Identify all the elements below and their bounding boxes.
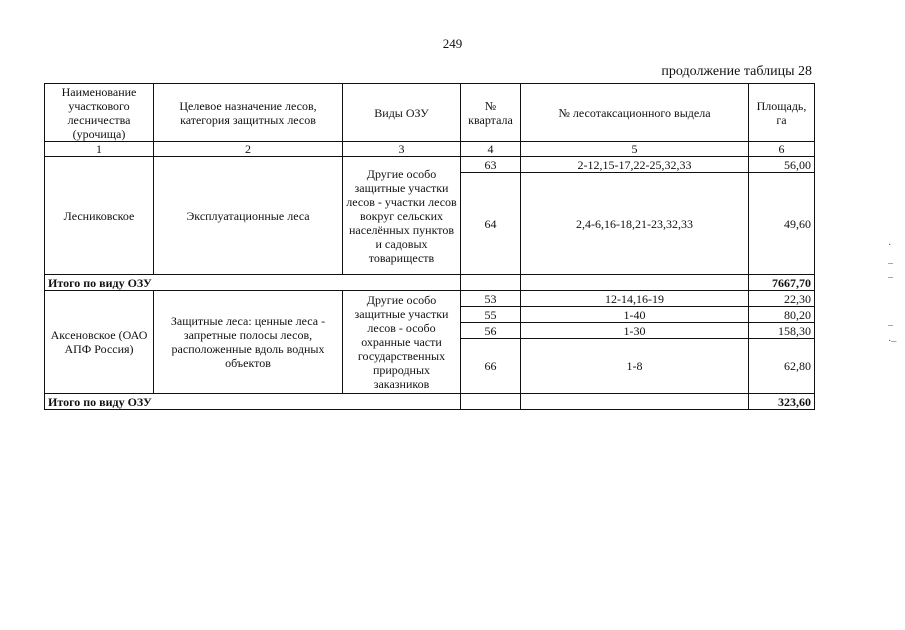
- col-number: 2: [154, 142, 343, 157]
- total-value: 7667,70: [749, 275, 815, 291]
- header-plot: № лесотаксационного выдела: [521, 84, 749, 142]
- forestry-name: Аксеновское (ОАО АПФ Россия): [45, 291, 154, 394]
- scan-mark: ·–: [888, 336, 897, 347]
- header-forestry: Наименование участкового лесничества (урочища): [45, 84, 154, 142]
- header-ozu-type: Виды ОЗУ: [343, 84, 461, 142]
- plot-numbers: 1-8: [521, 339, 749, 394]
- forest-purpose: Защитные леса: ценные леса - запретные полосы лесов, расположенные вдоль водных объектов: [154, 291, 343, 394]
- area-value: 158,30: [749, 323, 815, 339]
- table-row: [45, 291, 815, 307]
- scan-mark: ·: [888, 240, 892, 251]
- plot-numbers: 2,4-6,16-18,21-23,32,33: [521, 173, 749, 275]
- plot-numbers: 12-14,16-19: [521, 291, 749, 307]
- empty-cell: [521, 275, 749, 291]
- empty-cell: [521, 394, 749, 410]
- plot-numbers: 1-30: [521, 323, 749, 339]
- total-row: [45, 275, 815, 291]
- area-value: 56,00: [749, 157, 815, 173]
- quarter-number: 63: [461, 157, 521, 173]
- table-header-row: [45, 84, 815, 142]
- ozu-type: Другие особо защитные участки лесов - особо охранные части государственных природных заказников: [343, 291, 461, 394]
- quarter-number: 55: [461, 307, 521, 323]
- header-purpose: Целевое назначение лесов, категория защитных лесов: [154, 84, 343, 142]
- ozu-type: Другие особо защитные участки лесов - участки лесов вокруг сельских населённых пунктов и садовых товариществ: [343, 157, 461, 275]
- quarter-number: 66: [461, 339, 521, 394]
- total-value: 323,60: [749, 394, 815, 410]
- page-number: 249: [442, 36, 463, 51]
- table-continuation-caption: продолжение таблицы 28: [661, 64, 812, 79]
- quarter-number: 53: [461, 291, 521, 307]
- area-value: 49,60: [749, 173, 815, 275]
- quarter-number: 64: [461, 173, 521, 275]
- area-value: 80,20: [749, 307, 815, 323]
- scan-mark: –: [888, 258, 893, 269]
- total-label: Итого по виду ОЗУ: [45, 394, 461, 410]
- col-number: 5: [521, 142, 749, 157]
- col-number: 6: [749, 142, 815, 157]
- forestry-name: Лесниковское: [45, 157, 154, 275]
- table-row: [45, 157, 815, 173]
- col-number: 4: [461, 142, 521, 157]
- plot-numbers: 1-40: [521, 307, 749, 323]
- col-number: 3: [343, 142, 461, 157]
- empty-cell: [461, 394, 521, 410]
- total-row: [45, 394, 815, 410]
- header-quarter: № квартала: [461, 84, 521, 142]
- header-area: Площадь, га: [749, 84, 815, 142]
- total-label: Итого по виду ОЗУ: [45, 275, 461, 291]
- plot-numbers: 2-12,15-17,22-25,32,33: [521, 157, 749, 173]
- forest-purpose: Эксплуатационные леса: [154, 157, 343, 275]
- area-value: 62,80: [749, 339, 815, 394]
- quarter-number: 56: [461, 323, 521, 339]
- empty-cell: [461, 275, 521, 291]
- column-numbers-row: [45, 142, 815, 157]
- scan-mark: –: [888, 320, 893, 331]
- area-value: 22,30: [749, 291, 815, 307]
- scan-mark: –: [888, 272, 893, 283]
- ozu-table: [44, 83, 815, 410]
- col-number: 1: [45, 142, 154, 157]
